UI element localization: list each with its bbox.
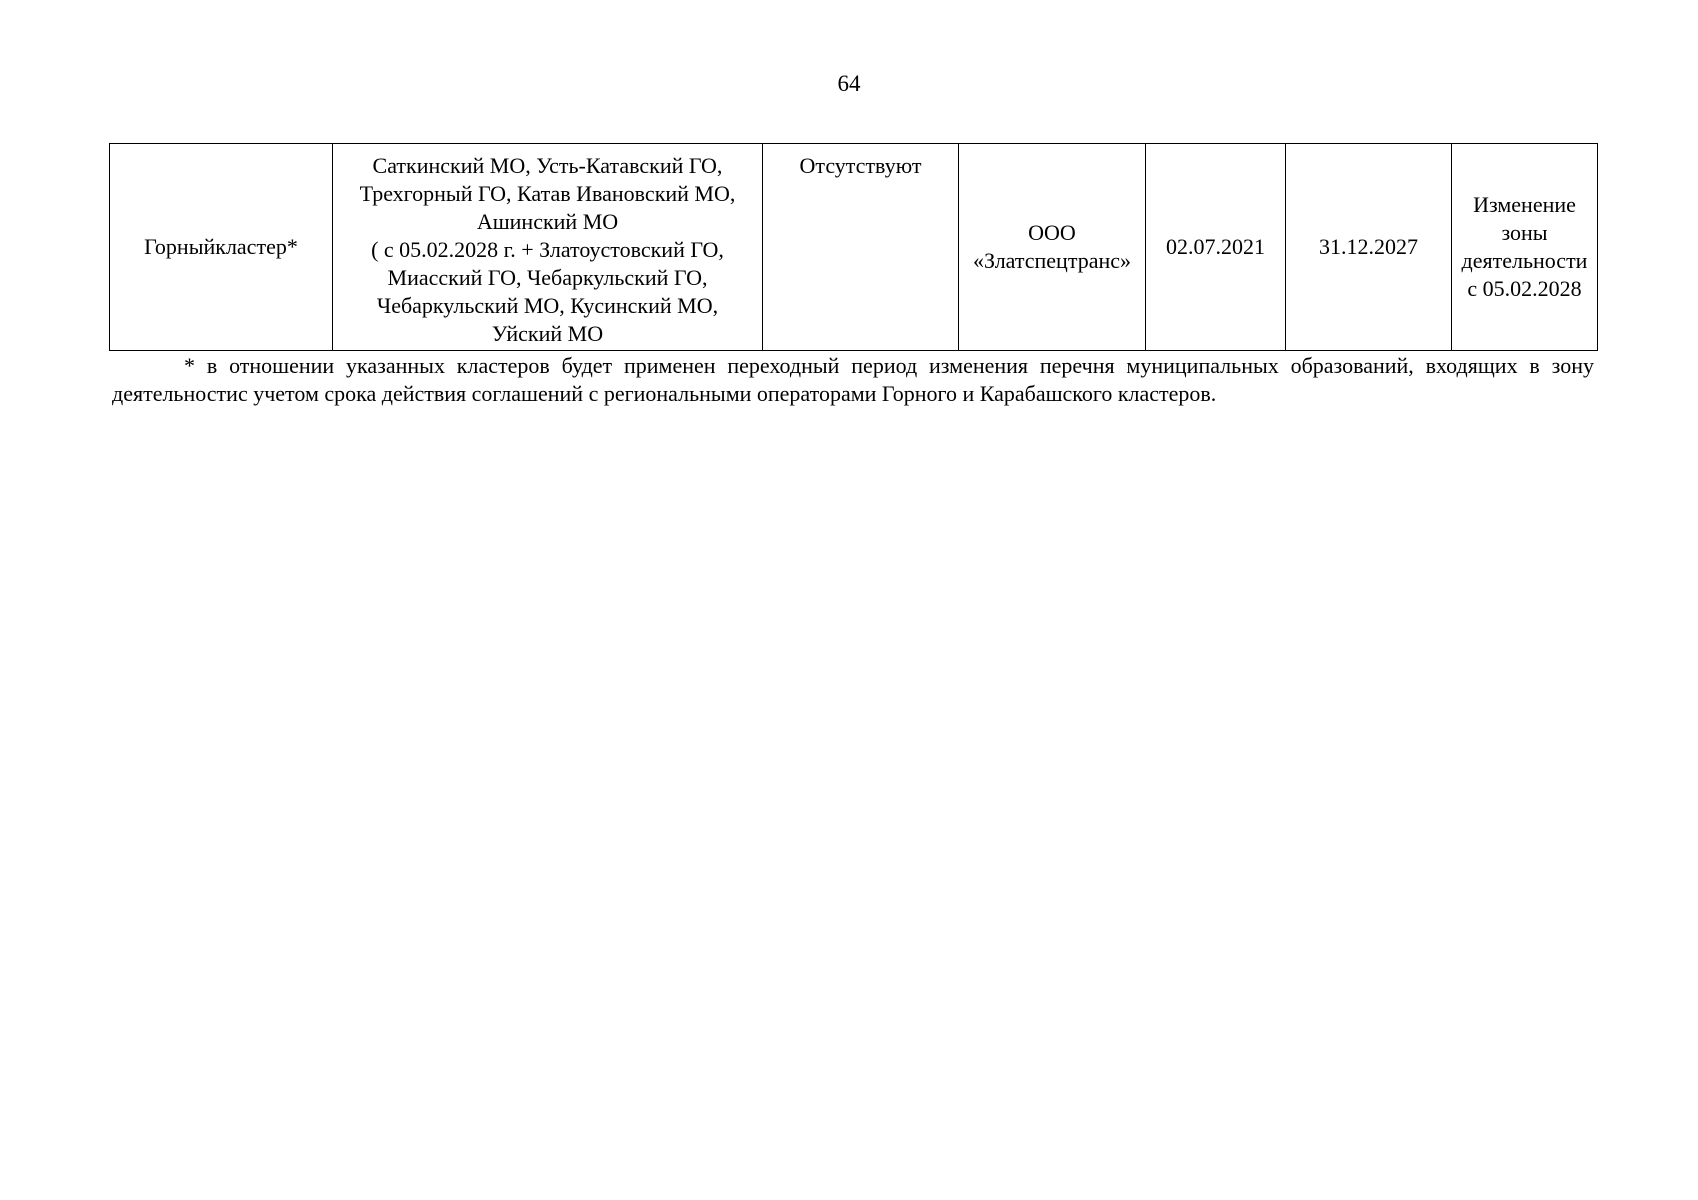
- operators-table: [109, 143, 1598, 351]
- facilities-value: Отсутствуют: [799, 153, 922, 178]
- cluster-name: Горныйкластер*: [144, 234, 298, 259]
- cluster-cell: [110, 144, 333, 351]
- operator-name: ООО «Златспецтранс»: [972, 220, 1132, 273]
- end-date: 31.12.2027: [1319, 234, 1418, 259]
- end-date-cell: [1286, 144, 1452, 351]
- note-text: Изменение зоны деятельности с 05.02.2028: [1461, 192, 1588, 301]
- footnote: * в отношении указанных кластеров будет применен переходный период изменения перечня муниципальных образований, входящих в зону деятельностис учетом срока действия соглашений с региональными операторами Горного и Карабашского кластеров.: [112, 353, 1594, 406]
- table-row: [110, 144, 1598, 351]
- facilities-cell: [763, 144, 959, 351]
- operator-cell: [959, 144, 1146, 351]
- start-date: 02.07.2021: [1166, 234, 1265, 259]
- note-cell: [1452, 144, 1598, 351]
- start-date-cell: [1146, 144, 1286, 351]
- municipalities-cell: [333, 144, 763, 351]
- page-number: 64: [837, 71, 861, 96]
- municipalities-list: Саткинский МО, Усть-Катавский ГО, Трехгорный ГО, Катав Ивановский МО, Ашинский МО ( с 05.02.2028 г. + Златоустовский ГО, Миасский ГО, Чебаркульский ГО, Чебаркульский МО, Кусинский МО, Уйский МО: [359, 153, 736, 346]
